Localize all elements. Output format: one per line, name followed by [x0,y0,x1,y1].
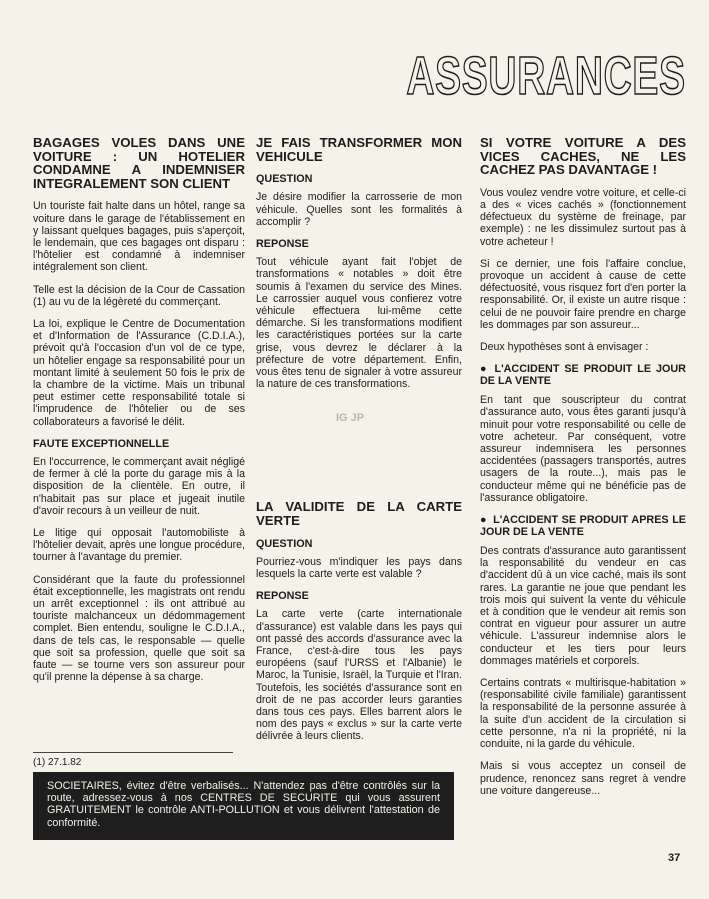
bullet-heading-text: L'ACCIDENT SE PRODUIT LE JOUR DE LA VENTE [480,363,686,388]
masthead-title: ASSURANCES [406,46,686,106]
article-title-vehicle-transformation: JE FAIS TRANSFORMER MON VEHICULE [256,135,462,164]
bullet-heading-same-day [480,363,686,387]
bullet-icon: ● [480,514,488,527]
paragraph: Considérant que la faute du professionnel était exceptionnelle, les magistrats ont rendu un arrêt exceptionnel : ils ont attribué au touriste malchanceux un dédommagement complet. Bien entendu, souligne le C.D.I.A., dans de tels cas, le responsable — quelle que soit sa profession, quelle que soit sa faute — se tourne vers son assureur pour qu'il prenne la dépense à sa charge. [33,573,245,684]
paragraph: En tant que souscripteur du contrat d'assurance auto, vous êtes garanti jusqu'à minuit pour votre responsabilité ou celle de votre acheteur. Par conséquent, votre assureur indemnisera les personnes accidentées (passagers transportés, autres usagers de la route...), mais pas le conducteur même qui ne bénéficie pas de l'assurance obligatoire. [480,394,686,504]
bullet-heading-text: L'ACCIDENT SE PRODUIT APRES LE JOUR DE LA VENTE [480,514,686,539]
paragraph: Vous voulez vendre votre voiture, et celle-ci a des « vices cachés » (fonctionnement défectueux du système de freinage, par exemple) : ne les dissimulez surtout pas à votre acheteur ! [480,186,686,248]
question-label: QUESTION [256,173,313,186]
paragraph: Si ce dernier, une fois l'affaire conclue, provoque un accident à cause de cette défectuosité, vous risquez fort d'en porter la responsabilité. Or, il existe un autre risque : celui de ne pouvoir faire prendre en charge les dommages par son assureur... [480,257,686,331]
answer-label: REPONSE [256,590,309,603]
paragraph: Deux hypothèses sont à envisager : [480,341,649,354]
column-right [480,136,686,807]
article-title-hidden-defects: SI VOTRE VOITURE A DES VICES CACHES, NE LES CACHEZ PAS DAVANTAGE ! [480,135,686,178]
column-left [33,136,245,693]
answer-label: REPONSE [256,238,309,250]
paragraph: Certains contrats « multirisque-habitation » (responsabilité civile familiale) garantissent la responsabilité de la personne assurée à la suite d'un accident de la circulation si cette personne, n'a ni la propriété, ni la conduite, ni la garde du véhicule. [480,677,686,751]
answer-text: Tout véhicule ayant fait l'objet de transformations « notables » doit être soumis à l'examen du service des Mines. Le carrossier auquel vous confierez votre véhicule effectuera lui-même cette démarche. Si les transformations modifient les caractéristiques portées sur la carte grise, vous devrez le déclarer à la préfecture de votre département. Enfin, vous êtes tenu de signaler à votre assureur la nature de ces transformations. [256,256,462,391]
library-stamp: IG JP [335,412,365,424]
paragraph: La loi, explique le Centre de Documentation et d'Information de l'Assurance (C.D.I.A.), prévoit qu'à l'occasion d'un vol de ce type, un hôtelier engage sa responsabilité pour un montant limité à seulement 50 fois le prix de la chambre de la victime. Mais un tribunal peut estimer cette responsabilité totale si l'imprudence de l'hôtelier ou de ses collaborateurs a favorisé le délit. [33,318,245,428]
article-title-stolen-luggage: BAGAGES VOLES DANS UNE VOITURE : UN HOTELIER CONDAMNE A INDEMNISER INTEGRALEMENT SON CLIENT [33,135,245,191]
paragraph: Un touriste fait halte dans un hôtel, range sa voiture dans le garage de l'établissement en y laissant quelques bagages, puis s'aperçoit, le lendemain, que ces bagages ont disparu : l'hôtelier est condamné à indemniser intégralement son client. [33,200,245,274]
question-text: Je désire modifier la carrosserie de mon véhicule. Quelles sont les formalités à accomplir ? [256,191,462,228]
article-title-green-card: LA VALIDITE DE LA CARTE VERTE [256,499,462,529]
answer-text: La carte verte (carte internationale d'assurance) est valable dans les pays qui ont passé des accords d'assurance avec la France, c'est-à-dire tous les pays européens (sauf l'URSS et l'Albanie) le Maroc, la Tunisie, Israël, la Turquie et l'Iran. Toutefois, les sociétés d'assurance sont en droit de ne pas accorder leurs garanties dans tous ces pays. Elles barrent alors le nom des pays « exclus » sur la carte verte délivrée à leurs clients. [256,608,462,743]
paragraph: Telle est la décision de la Cour de Cassation (1) au vu de la légèreté du commerçant. [33,283,245,308]
subtitle-exceptional-fault: FAUTE EXCEPTIONNELLE [33,437,170,450]
bullet-heading-after-day [480,514,686,538]
paragraph: Le litige qui opposait l'automobiliste à l'hôtelier devait, après une longue procédure, tourner à l'avantage du premier. [33,527,245,564]
societaires-banner: SOCIETAIRES, évitez d'être verbalisés... N'attendez pas d'être contrôlés sur la route, adressez-vous à nos CENTRES DE SECURITE qui vous assurent GRATUITEMENT le contrôle ANTI-POLLUTION et vous délivrent l'attestation de conformité. [33,772,454,840]
paragraph: En l'occurrence, le commerçant avait négligé de fermer à clé la porte du garage mis à la disposition de la clientèle. En outre, il n'habitait pas sur place et jugeait inutile d'avoir recours à un veilleur de nuit. [33,456,245,517]
question-label: QUESTION [256,537,313,550]
page-number: 37 [668,852,681,864]
question-text: Pourriez-vous m'indiquer les pays dans lesquels la carte verte est valable ? [256,555,462,581]
paragraph: Des contrats d'assurance auto garantissent la responsabilité du vendeur en cas d'accident dû à un vice caché, mais ils sont rares. La garantie ne joue que pendant les trois mois qui suivent la vente du véhicule et à condition que le vendeur ait remis son contrat en vigueur pour assurer un autre véhicule. L'assureur indemnise alors le conducteur et les tiers pour leurs dommages matériels et corporels. [480,545,686,667]
masthead [406,46,686,106]
footnote: (1) 27.1.82 [33,752,233,768]
paragraph: Mais si vous acceptez un conseil de prudence, renoncez sans regret à vendre une voiture dangereuse... [480,760,686,797]
bullet-icon: ● [480,363,489,376]
